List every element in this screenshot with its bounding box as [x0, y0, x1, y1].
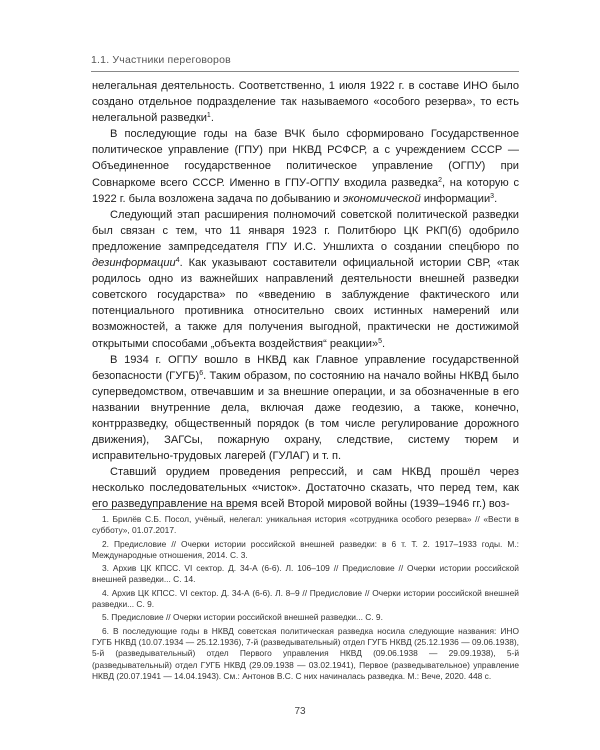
paragraph-3-text-b: . Как указывают составители официальной истории СВР, «так родилось одно из важнейших направлений деятельности внешней разведки советского государства» по «введению в заблуждение фактического или потенциального противника относительно своих истинных намерений или возможностей, а также для получения выгодной, практически не достижимой открытыми способами „объекта воздействия“ реакции» [92, 257, 519, 350]
footnote-ref-3[interactable]: 3 [490, 192, 495, 200]
main-text [92, 78, 519, 513]
footnotes [92, 514, 519, 684]
paragraph-3-text-a: Следующий этап расширения полномочий советской политической разведки был связан с тем, что 11 января 1923 г. Политбюро ЦК РКП(б) одобрило предложение зампредседателя ГПУ И.С. Уншлихта о создании спецбюро по [92, 208, 519, 253]
header-rule [91, 71, 519, 72]
footnote-ref-4[interactable]: 4 [175, 257, 180, 265]
paragraph-2-text-a: В последующие годы на базе ВЧК было сформировано Государственное политическое управление (ГПУ) при НКВД РСФСР, а с учреждением СССР — Объединенное государственное политическое управление (ОГПУ) при Совнаркоме всего СССР. Именно в ГПУ-ОГПУ входила разведка [92, 128, 519, 189]
paragraph-1-text: нелегальная деятельность. Соответственно, 1 июля 1922 г. в составе ИНО было создано отдельное подразделение так называемого «особого резерва», то есть нелегальной разведки [92, 80, 519, 125]
paragraph-2 [92, 126, 519, 206]
punctuation: . [382, 337, 386, 350]
running-head: 1.1. Участники переговоров [91, 54, 231, 66]
footnote-ref-2[interactable]: 2 [438, 176, 442, 184]
paragraph-2-text-b: , на которую с 1922 г. была возложена задача по добыванию и [92, 176, 519, 205]
paragraph-3 [92, 207, 519, 352]
paragraph-5: Ставший орудием проведения репрессий, и сам НКВД прошёл через несколько последовательных «чисток». Достаточно сказать, что перед тем, как его разведуправление на время всей Второй мировой войны (1939–1946 гг.) воз- [92, 466, 519, 511]
paragraph-2-text-c: информации [420, 192, 491, 205]
footnote-3: 3. Архив ЦК КПСС. VI сектор. Д. 34-А (6-6). Л. 106–109 // Предисловие // Очерки истории российской внешней разведки... С. 14. [92, 563, 519, 585]
footnote-6: 6. В последующие годы в НКВД советская политическая разведка носила следующие названия: ИНО ГУГБ НКВД (10.07.1934 — 25.12.1936), 7-й (разведывательный) отдел ГУГБ НКВД (25.12.1936 — 09.06.1938), 5-й (разведывательный) отдел Первого управления НКВД (09.06.1938 — 29.09.1938), 5-й (разведывательный) отдел ГУГБ НКВД (29.09.1938 — 03.02.1941), Первое (разведывательное) управление НКВД (20.07.1941 — 14.04.1943). См.: Антонов В.С. С них начиналась разведка. М.: Вече, 2020. 448 с. [92, 625, 519, 681]
punctuation: . [494, 192, 498, 205]
paragraph-2-emphasis: экономической [342, 192, 421, 205]
paragraph-3-emphasis: дезинформации [92, 257, 176, 270]
footnote-ref-5[interactable]: 5 [378, 337, 383, 345]
paragraph-4-text-a: В 1934 г. ОГПУ вошло в НКВД как Главное управление государственной безопасности (ГУГБ) [92, 353, 519, 382]
footnote-2: 2. Предисловие // Очерки истории российской внешней разведки: в 6 т. Т. 2. 1917–1933 годы. М.: Международные отношения, 2014. С. 3. [92, 538, 519, 560]
punctuation: . [210, 112, 214, 125]
paragraph-4 [92, 352, 519, 465]
paragraph-1 [92, 78, 519, 126]
page-number: 73 [294, 706, 306, 717]
footnote-1: 1. Брилёв С.Б. Посол, учёный, нелегал: уникальная история «сотрудника особого резерва» // «Вести в субботу», 01.07.2017. [92, 514, 519, 536]
footnote-5: 5. Предисловие // Очерки истории российской внешней разведки... С. 9. [102, 612, 383, 623]
footnote-ref-1[interactable]: 1 [206, 112, 211, 120]
paragraph-4-text-b: . Таким образом, по состоянию на начало войны НКВД было суперведомством, отвечавшим и за внешние операции, и за обозначенные в его названии внутренние дела, включая даже геодезию, а также, конечно, контрразведку, общественный порядок (в том числе регулирование дорожного движения), ЗАГСы, пожарную охрану, следствие, систему тюрем и исправительно-трудовых лагерей (ГУЛАГ) и т. п. [92, 369, 519, 463]
footnote-separator [92, 509, 242, 510]
footnote-4: 4. Архив ЦК КПСС. VI сектор. Д. 34-А (6-6). Л. 8–9 // Предисловие // Очерки истории российской внешней разведки... С. 9. [92, 587, 519, 610]
footnote-ref-6[interactable]: 6 [199, 369, 204, 377]
